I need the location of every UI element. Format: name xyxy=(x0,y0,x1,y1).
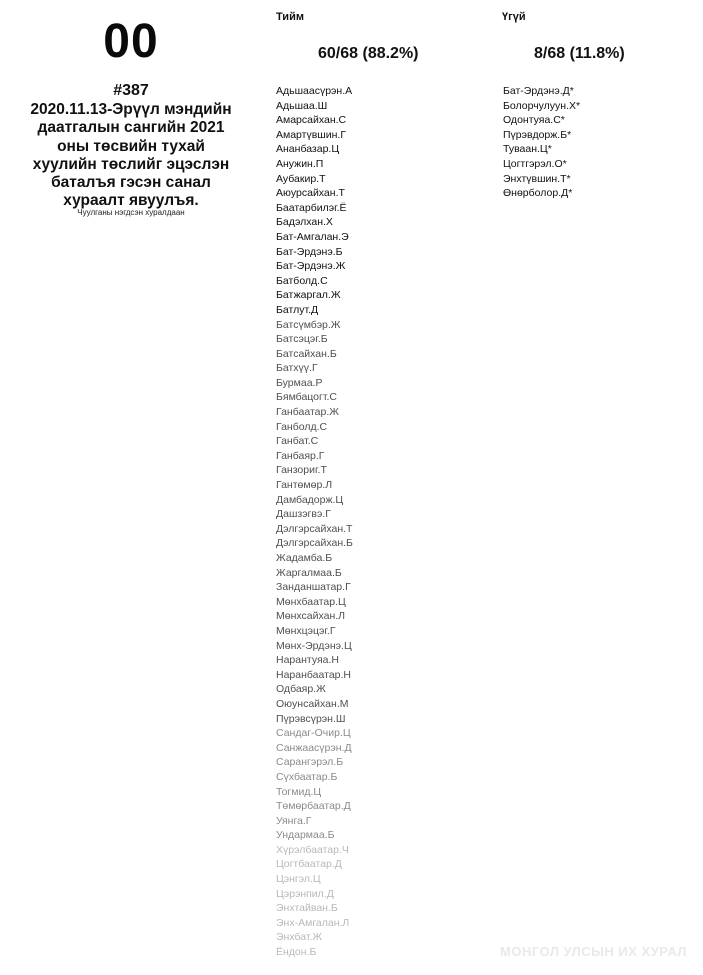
voter-name: Анужин.П xyxy=(276,157,324,170)
voter-name: Адьшаа.Ш xyxy=(276,99,328,112)
voter-name: Батлут.Д xyxy=(276,303,319,316)
no-tally: 8/68 (11.8%) xyxy=(534,45,625,62)
voter-name: Гантөмөр.Л xyxy=(276,479,333,492)
voter-name: Бямбацогт.С xyxy=(276,391,338,404)
voter-name: Батсэцэг.Б xyxy=(276,333,328,346)
voter-name: Пүрэвсүрэн.Ш xyxy=(276,712,346,725)
voter-name: Аубакир.Т xyxy=(276,172,326,185)
voter-name: Цэрэнпил.Д xyxy=(276,887,334,900)
voter-name: Сарангэрэл.Б xyxy=(276,756,344,769)
motion-number: #387 xyxy=(113,82,149,99)
voter-name: Мөнхбаатар.Ц xyxy=(276,595,346,608)
yes-column-header: Тийм xyxy=(276,11,304,23)
voter-name: Ёндон.Б xyxy=(276,946,317,959)
yes-voter-list xyxy=(276,84,353,960)
voter-name: Нарантуяа.Н xyxy=(276,654,339,667)
yes-tally: 60/68 (88.2%) xyxy=(318,45,419,62)
voter-name: Туваан.Ц* xyxy=(503,143,552,156)
voter-name: Тогмид.Ц xyxy=(276,785,322,798)
voter-name: Уянга.Г xyxy=(276,814,312,827)
voter-name: Ганбаяр.Г xyxy=(276,449,325,462)
voter-name: Ганбат.С xyxy=(276,435,319,448)
motion-text: 2020.11.13-Эрүүл мэндийн даатгалын сангийн 2021 оны төсвийн тухай хуулийн төслийг эцэслэн баталъя гэсэн санал хураалт явуулъя. xyxy=(30,101,232,210)
voter-name: Хүрэлбаатар.Ч xyxy=(276,843,349,856)
voter-name: Бадэлхан.Х xyxy=(276,216,333,229)
voter-name: Бурмаа.Р xyxy=(276,376,323,389)
voter-name: Адьшаасүрэн.А xyxy=(276,85,353,97)
voter-name: Дэлгэрсайхан.Б xyxy=(276,537,353,550)
voter-name: Ганбаатар.Ж xyxy=(276,406,339,419)
voter-name: Бат-Амгалан.Э xyxy=(276,230,349,243)
voter-name: Жаргалмаа.Б xyxy=(276,566,342,579)
voter-name: Болорчулуун.Х* xyxy=(503,99,581,112)
voter-name: Пүрэвдорж.Б* xyxy=(503,128,572,141)
voter-name: Одонтуяа.С* xyxy=(503,114,565,127)
voter-name: Сандаг-Очир.Ц xyxy=(276,727,351,740)
voter-name: Батсүмбэр.Ж xyxy=(276,318,341,331)
voter-name: Цогтгэрэл.О* xyxy=(503,157,567,170)
voter-name: Амартүвшин.Г xyxy=(276,128,346,141)
voter-name: Цогтбаатар.Д xyxy=(276,858,342,871)
voter-name: Ананбазар.Ц xyxy=(276,143,340,156)
voter-name: Ундармаа.Б xyxy=(276,829,335,842)
voter-name: Баатарбилэг.Ё xyxy=(276,201,347,214)
no-voter-list xyxy=(503,84,580,201)
voter-name: Дашзэгвэ.Г xyxy=(276,508,331,521)
voter-name: Одбаяр.Ж xyxy=(276,683,326,696)
voter-name: Оюунсайхан.М xyxy=(276,697,349,710)
voter-name: Дамбадорж.Ц xyxy=(276,493,344,506)
voter-name: Аюурсайхан.Т xyxy=(276,187,345,200)
voter-name: Бат-Эрдэнэ.Д* xyxy=(503,85,574,97)
voter-name: Энхтайван.Б xyxy=(276,902,338,915)
voter-name: Өнөрболор.Д* xyxy=(503,187,573,200)
voter-name: Цэнгэл.Ц xyxy=(276,873,321,886)
result-code: 00 xyxy=(103,15,159,68)
voter-name: Энхбат.Ж xyxy=(276,931,323,944)
voter-name: Бат-Эрдэнэ.Ж xyxy=(276,260,346,273)
voter-name: Мөнхсайхан.Л xyxy=(276,610,346,623)
voter-name: Батсайхан.Б xyxy=(276,347,337,360)
voter-name: Мөнх-Эрдэнэ.Ц xyxy=(276,639,352,652)
voter-name: Жадамба.Б xyxy=(276,552,333,564)
voter-name: Занданшатар.Г xyxy=(276,581,351,594)
voter-name: Ганзориг.Т xyxy=(276,464,327,477)
voter-name: Дэлгэрсайхан.Т xyxy=(276,522,353,535)
voter-name: Энхтүвшин.Т* xyxy=(503,172,571,185)
voter-name: Ганболд.С xyxy=(276,420,328,433)
session-name: Чуулганы нэгдсэн хуралдаан xyxy=(77,208,185,217)
voter-name: Амарсайхан.С xyxy=(276,114,347,127)
voter-name: Батхүү.Г xyxy=(276,362,318,375)
voter-name: Батболд.С xyxy=(276,274,328,287)
voter-name: Батжаргал.Ж xyxy=(276,289,341,302)
voter-name: Мөнхцэцэг.Г xyxy=(276,624,336,637)
voter-name: Энх-Амгалан.Л xyxy=(276,916,350,929)
watermark: МОНГОЛ УЛСЫН ИХ ХУРАЛ xyxy=(500,944,687,959)
voter-name: Сүхбаатар.Б xyxy=(276,770,338,783)
no-column-header: Үгүй xyxy=(502,11,526,23)
voter-name: Төмөрбаатар.Д xyxy=(276,800,351,813)
voter-name: Бат-Эрдэнэ.Б xyxy=(276,245,343,258)
voter-name: Наранбаатар.Н xyxy=(276,668,351,681)
voter-name: Санжаасүрэн.Д xyxy=(276,741,352,754)
